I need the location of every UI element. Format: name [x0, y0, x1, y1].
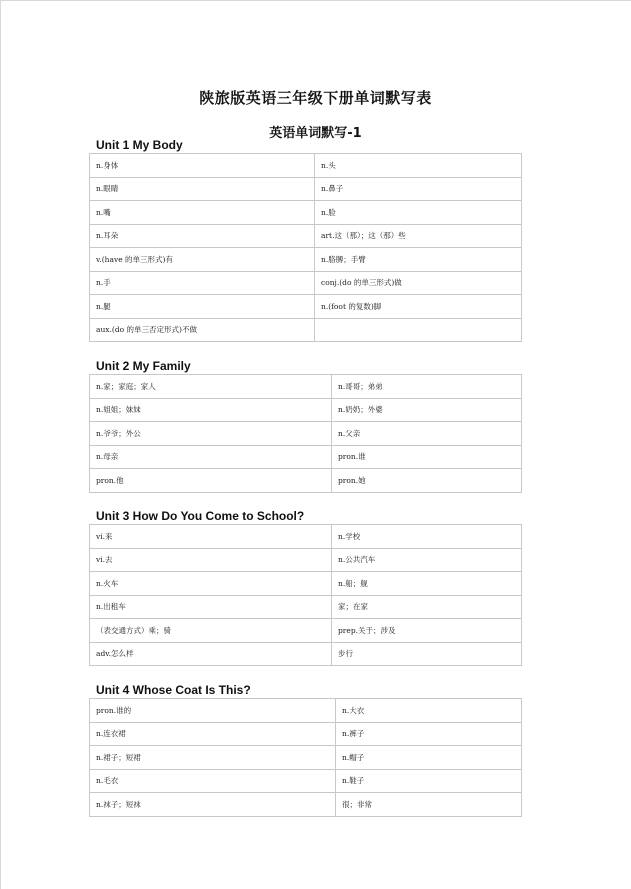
- unit-3-vocab-table: [89, 524, 522, 666]
- vocab-cell-empty: [315, 318, 522, 342]
- vocab-cell: n.头: [315, 154, 522, 178]
- document-title: 陕旅版英语三年级下册单词默写表: [199, 89, 432, 107]
- vocab-cell: v.(have 的单三形式)有: [90, 248, 315, 272]
- vocab-cell: n.母亲: [90, 445, 332, 469]
- vocab-cell: （表交通方式）乘；骑: [90, 619, 332, 643]
- unit-4-vocab-table: [89, 698, 522, 817]
- document-subtitle: 英语单词默写-1: [269, 126, 362, 141]
- vocab-cell: n.耳朵: [90, 224, 315, 248]
- vocab-cell: n.身体: [90, 154, 315, 178]
- table-row: [90, 295, 522, 319]
- vocab-cell: pron.他: [90, 469, 332, 493]
- table-row: [90, 154, 522, 178]
- table-row: [90, 548, 522, 572]
- table-row: [90, 769, 522, 793]
- vocab-cell: 很；非常: [336, 793, 522, 817]
- vocab-cell: n.公共汽车: [332, 548, 522, 572]
- table-row: [90, 422, 522, 446]
- table-row: [90, 746, 522, 770]
- table-row: [90, 469, 522, 493]
- unit-2-vocab-table: [89, 374, 522, 493]
- table-row: [90, 572, 522, 596]
- unit-1-heading: Unit 1 My Body: [96, 138, 183, 152]
- vocab-cell: n.毛衣: [90, 769, 336, 793]
- vocab-cell: vi.来: [90, 525, 332, 549]
- table-row: [90, 595, 522, 619]
- table-row: [90, 398, 522, 422]
- vocab-cell: n.大衣: [336, 699, 522, 723]
- vocab-cell: pron.谁的: [90, 699, 336, 723]
- vocab-cell: n.袜子；短袜: [90, 793, 336, 817]
- vocab-cell: n.火车: [90, 572, 332, 596]
- vocab-cell: n.胳膊；手臂: [315, 248, 522, 272]
- vocab-cell: 家；在家: [332, 595, 522, 619]
- vocab-cell: n.家；家庭；家人: [90, 375, 332, 399]
- vocab-cell: n.船；舰: [332, 572, 522, 596]
- table-row: [90, 699, 522, 723]
- vocab-cell: n.眼睛: [90, 177, 315, 201]
- vocab-cell: n.奶奶；外婆: [332, 398, 522, 422]
- vocab-cell: n.腿: [90, 295, 315, 319]
- table-row: [90, 201, 522, 225]
- table-row: [90, 177, 522, 201]
- vocab-cell: n.哥哥；弟弟: [332, 375, 522, 399]
- vocab-cell: vi.去: [90, 548, 332, 572]
- vocab-cell: n.嘴: [90, 201, 315, 225]
- table-row: [90, 248, 522, 272]
- vocab-cell: pron.谁: [332, 445, 522, 469]
- vocab-cell: n.手: [90, 271, 315, 295]
- unit-2-heading: Unit 2 My Family: [96, 359, 191, 373]
- vocab-cell: n.(foot 的复数)脚: [315, 295, 522, 319]
- table-row: [90, 793, 522, 817]
- table-row: [90, 375, 522, 399]
- vocab-cell: n.鞋子: [336, 769, 522, 793]
- table-row: [90, 722, 522, 746]
- vocab-cell: aux.(do 的单三否定形式)不做: [90, 318, 315, 342]
- vocab-cell: n.学校: [332, 525, 522, 549]
- vocab-cell: n.裙子；短裙: [90, 746, 336, 770]
- vocab-cell: conj.(do 的单三形式)做: [315, 271, 522, 295]
- table-row: [90, 224, 522, 248]
- unit-1-vocab-table: [89, 153, 522, 342]
- vocab-cell: n.父亲: [332, 422, 522, 446]
- table-row: [90, 271, 522, 295]
- vocab-cell: n.帽子: [336, 746, 522, 770]
- vocab-cell: art.这（那）；这（那）些: [315, 224, 522, 248]
- table-row: [90, 445, 522, 469]
- unit-3-heading: Unit 3 How Do You Come to School?: [96, 509, 305, 523]
- vocab-cell: prep.关于；涉及: [332, 619, 522, 643]
- vocab-cell: adv.怎么样: [90, 642, 332, 666]
- vocab-cell: n.姐姐；妹妹: [90, 398, 332, 422]
- table-row: [90, 318, 522, 342]
- vocab-cell: n.爷爷；外公: [90, 422, 332, 446]
- vocab-cell: n.裤子: [336, 722, 522, 746]
- table-row: [90, 619, 522, 643]
- table-row: [90, 525, 522, 549]
- vocab-cell: n.出租车: [90, 595, 332, 619]
- table-row: [90, 642, 522, 666]
- vocab-cell: n.脸: [315, 201, 522, 225]
- vocab-cell: n.鼻子: [315, 177, 522, 201]
- vocab-cell: pron.她: [332, 469, 522, 493]
- vocab-cell: 步行: [332, 642, 522, 666]
- unit-4-heading: Unit 4 Whose Coat Is This?: [96, 683, 251, 697]
- vocab-cell: n.连衣裙: [90, 722, 336, 746]
